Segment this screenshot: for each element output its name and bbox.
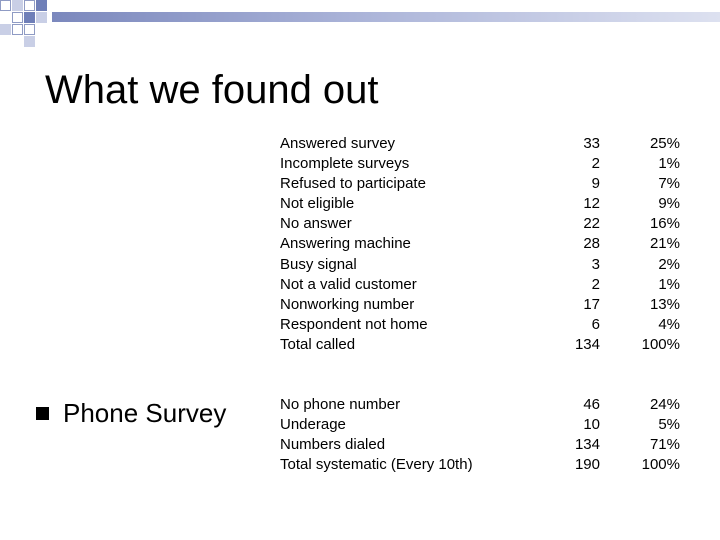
row-count: 46: [583, 396, 600, 413]
row-count: 2: [591, 155, 600, 173]
row-percent: 1%: [658, 155, 680, 173]
row-count: 3: [591, 255, 600, 273]
table-row: [280, 335, 690, 355]
table-row: [280, 194, 690, 214]
decor-square: [0, 24, 11, 35]
row-percent: 21%: [649, 235, 680, 253]
row-percent: 9%: [658, 195, 680, 213]
row-count: 12: [583, 195, 600, 213]
decor-square: [24, 0, 35, 11]
row-percent: 100%: [641, 456, 680, 474]
table-row: [280, 134, 690, 154]
row-percent: 71%: [649, 436, 680, 454]
row-label: Answering machine: [280, 235, 411, 253]
table-row: [280, 455, 690, 475]
row-percent: 4%: [658, 315, 680, 333]
row-label: Busy signal: [280, 255, 357, 273]
bullet-square-icon: [36, 407, 49, 420]
row-label: No phone number: [280, 396, 401, 413]
row-count: 190: [574, 456, 600, 474]
row-percent: 100%: [641, 335, 680, 353]
row-label: Nonworking number: [280, 295, 415, 313]
table-row: [280, 174, 690, 194]
row-label: Not a valid customer: [280, 275, 417, 293]
slide-title: What we found out: [45, 68, 379, 112]
decor-square: [36, 0, 47, 11]
decor-square: [12, 0, 23, 11]
row-count: 17: [583, 295, 600, 313]
row-percent: 5%: [658, 416, 680, 434]
row-label: Incomplete surveys: [280, 155, 410, 173]
decor-square: [0, 0, 11, 11]
row-label: Total called: [280, 335, 356, 353]
call-results-table: [280, 134, 690, 355]
table-row: [280, 255, 690, 275]
row-percent: 25%: [649, 135, 680, 152]
table-row: [280, 415, 690, 435]
table-row: [280, 234, 690, 254]
row-label: Numbers dialed: [280, 436, 386, 454]
decor-square: [12, 24, 23, 35]
row-count: 28: [583, 235, 600, 253]
row-percent: 1%: [658, 275, 680, 293]
table-row: [280, 435, 690, 455]
table-row: [280, 154, 690, 174]
row-count: 9: [591, 175, 600, 193]
row-count: 134: [574, 335, 600, 353]
row-label: Refused to participate: [280, 175, 426, 193]
row-label: Not eligible: [280, 195, 355, 213]
row-label: Underage: [280, 416, 346, 434]
decor-square: [24, 36, 35, 47]
row-percent: 7%: [658, 175, 680, 193]
row-label: No answer: [280, 215, 352, 233]
row-count: 6: [591, 315, 600, 333]
row-percent: 16%: [649, 215, 680, 233]
row-count: 2: [591, 275, 600, 293]
decor-square: [24, 12, 35, 23]
row-count: 22: [583, 215, 600, 233]
row-percent: 24%: [649, 396, 680, 413]
row-label: Total systematic (Every 10th): [280, 456, 473, 474]
row-label: Answered survey: [280, 135, 396, 152]
header-gradient-bar: [52, 12, 720, 22]
table-row: [280, 275, 690, 295]
table-row: [280, 315, 690, 335]
table-row: [280, 214, 690, 234]
sample-frame-table: [280, 395, 690, 475]
decor-square: [36, 12, 47, 23]
decor-square: [24, 24, 35, 35]
bullet-text: Phone Survey: [63, 398, 227, 428]
row-label: Respondent not home: [280, 315, 428, 333]
row-count: 33: [583, 135, 600, 152]
row-percent: 13%: [649, 295, 680, 313]
table-row: [280, 295, 690, 315]
table-row: [280, 395, 690, 415]
row-count: 10: [583, 416, 600, 434]
row-percent: 2%: [658, 255, 680, 273]
row-count: 134: [574, 436, 600, 454]
decor-square: [12, 12, 23, 23]
